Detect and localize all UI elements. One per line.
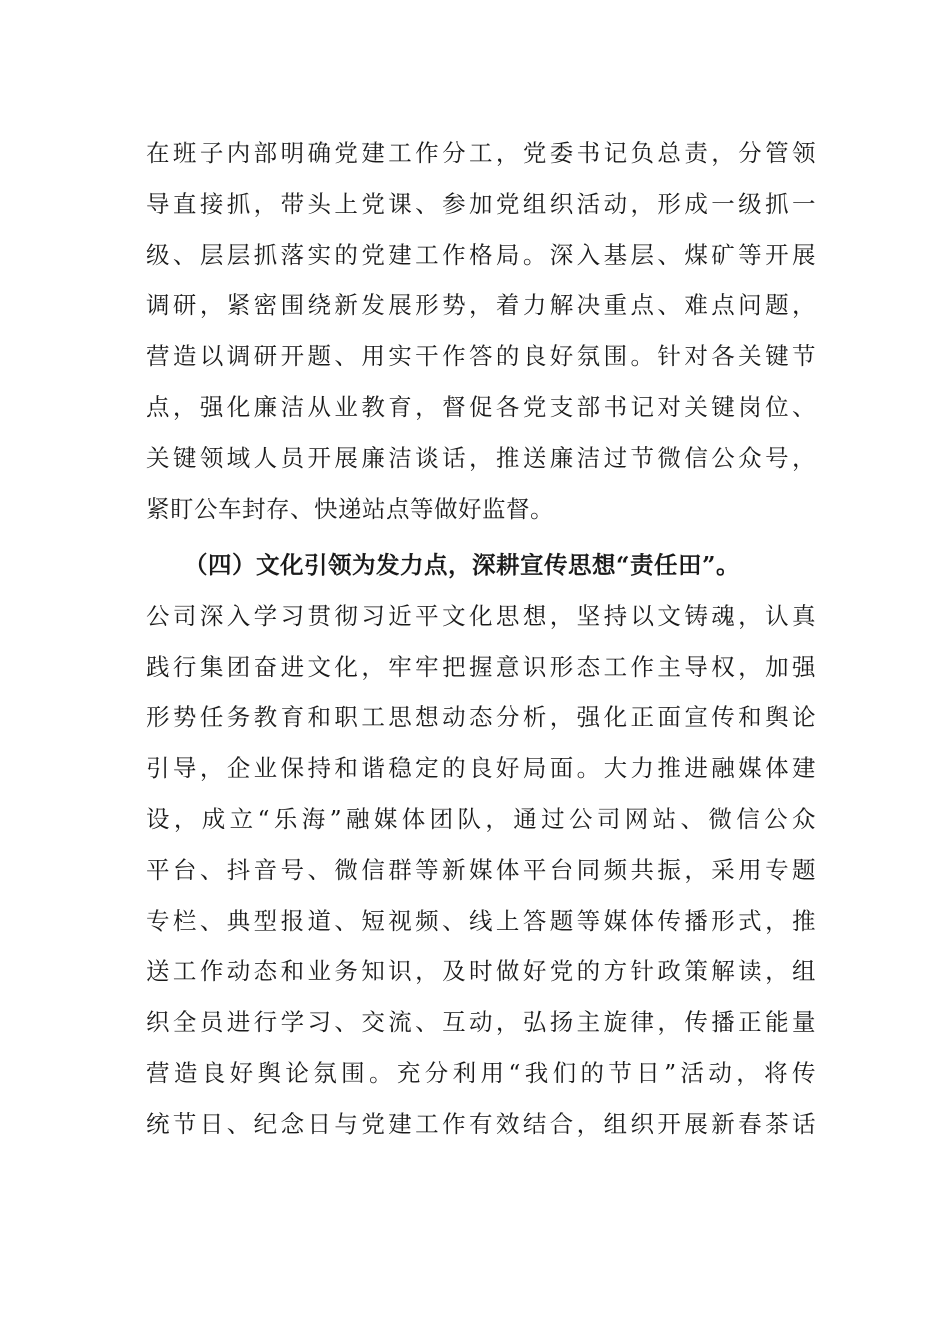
- paragraph-line: 公司深入学习贯彻习近平文化思想，坚持以文铸魂，认真: [146, 601, 816, 630]
- paragraph-line: 送工作动态和业务知识，及时做好党的方针政策解读，组: [146, 957, 816, 986]
- paragraph-line: 设，成立“乐海”融媒体团队，通过公司网站、微信公众: [146, 804, 816, 833]
- paragraph-line: 平台、抖音号、微信群等新媒体平台同频共振，采用专题: [146, 855, 816, 884]
- paragraph-line: 统节日、纪念日与党建工作有效结合，组织开展新春茶话: [146, 1109, 816, 1138]
- paragraph-line: 紧盯公车封存、快递站点等做好监督。: [146, 494, 554, 523]
- paragraph-line: 点，强化廉洁从业教育，督促各党支部书记对关键岗位、: [146, 392, 816, 421]
- paragraph-line: 导直接抓，带头上党课、参加党组织活动，形成一级抓一: [146, 189, 816, 218]
- paragraph-line: 营造以调研开题、用实干作答的良好氛围。针对各关键节: [146, 342, 816, 371]
- paragraph-line: 关键领域人员开展廉洁谈话，推送廉洁过节微信公众号，: [146, 443, 816, 472]
- paragraph-party-building: [146, 128, 816, 534]
- section-culture: [146, 540, 816, 1150]
- paragraph-line: 形势任务教育和职工思想动态分析，强化正面宣传和舆论: [146, 703, 816, 732]
- paragraph-line: 践行集团奋进文化，牢牢把握意识形态工作主导权，加强: [146, 652, 816, 681]
- paragraph-line: 级、层层抓落实的党建工作格局。深入基层、煤矿等开展: [146, 240, 816, 269]
- paragraph-line: 调研，紧密围绕新发展形势，着力解决重点、难点问题，: [146, 291, 816, 320]
- section-heading: （四）文化引领为发力点，深耕宣传思想“责任田”。: [184, 551, 741, 579]
- paragraph-line: 专栏、典型报道、短视频、线上答题等媒体传播形式，推: [146, 906, 816, 935]
- paragraph-line: 织全员进行学习、交流、互动，弘扬主旋律，传播正能量: [146, 1008, 816, 1037]
- paragraph-line: 引导，企业保持和谐稳定的良好局面。大力推进融媒体建: [146, 754, 816, 783]
- paragraph-line: 营造良好舆论氛围。充分利用“我们的节日”活动，将传: [146, 1058, 816, 1087]
- paragraph-line: 在班子内部明确党建工作分工，党委书记负总责，分管领: [146, 139, 816, 167]
